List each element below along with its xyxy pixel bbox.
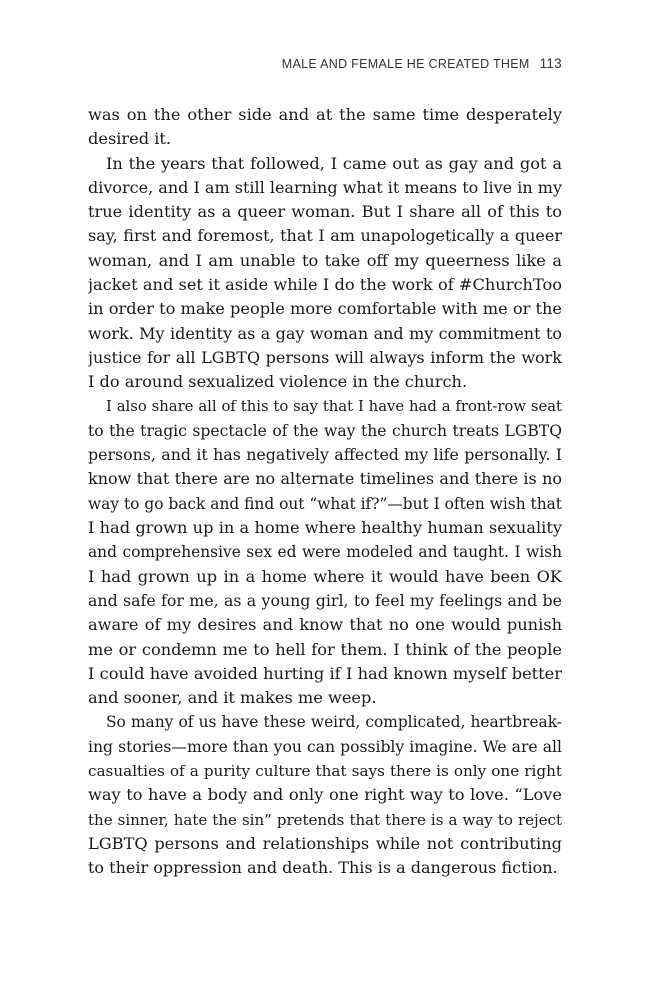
text-line: justice for all LGBTQ persons will always inform the work bbox=[88, 347, 562, 367]
text-line: woman, and I am unable to take off my queerness like a bbox=[88, 250, 562, 270]
text-line: and safe for me, as a young girl, to feel my feelings and be bbox=[88, 590, 562, 610]
page-number: 113 bbox=[539, 56, 562, 71]
text-line: ing stories—more than you can possibly imagine. We are all bbox=[88, 737, 562, 756]
text-line: So many of us have these weird, complicated, heartbreak- bbox=[106, 713, 562, 732]
text-line: divorce, and I am still learning what it means to live in my bbox=[88, 177, 562, 197]
text-line: to the tragic spectacle of the way the church treats LGBTQ bbox=[88, 421, 562, 440]
text-line: to their oppression and death. This is a dangerous fiction. bbox=[88, 858, 558, 878]
text-line: I could have avoided hurting if I had known myself better bbox=[88, 663, 562, 683]
text-line: know that there are no alternate timelines and there is no bbox=[88, 469, 562, 489]
text-line: and sooner, and it makes me weep. bbox=[88, 688, 377, 708]
text-line: way to have a body and only one right way to love. “Love bbox=[88, 785, 562, 805]
text-line: work. My identity as a gay woman and my commitment to bbox=[88, 323, 562, 343]
text-line: persons, and it has negatively affected my life personally. I bbox=[88, 445, 562, 465]
text-line: casualties of a purity culture that says there is only one right bbox=[88, 762, 562, 781]
text-line: desired it. bbox=[88, 129, 172, 149]
text-line: I had grown up in a home where healthy human sexuality bbox=[88, 518, 562, 538]
text-line: true identity as a queer woman. But I share all of this to bbox=[88, 202, 562, 222]
text-line: way to go back and find out “what if?”—but I often wish that bbox=[88, 494, 562, 513]
text-line: say, first and foremost, that I am unapologetically a queer bbox=[88, 226, 562, 246]
text-line: me or condemn me to hell for them. I think of the people bbox=[88, 639, 562, 659]
running-head-title: MALE AND FEMALE HE CREATED THEM bbox=[281, 57, 530, 71]
body-text bbox=[88, 103, 562, 881]
text-line: jacket and set it aside while I do the work of #ChurchToo bbox=[88, 275, 562, 295]
text-line: LGBTQ persons and relationships while not contributing bbox=[88, 833, 562, 853]
text-line: I had grown up in a home where it would have been OK bbox=[88, 566, 562, 586]
text-line: in order to make people more comfortable with me or the bbox=[88, 299, 562, 319]
running-head bbox=[282, 56, 562, 71]
text-line: I also share all of this to say that I have had a front-row seat bbox=[106, 397, 562, 415]
text-line: and comprehensive sex ed were modeled and taught. I wish bbox=[88, 543, 562, 562]
text-line: aware of my desires and know that no one would punish bbox=[88, 615, 562, 635]
text-line: I do around sexualized violence in the church. bbox=[88, 372, 468, 392]
text-line: In the years that followed, I came out as gay and got a bbox=[106, 153, 562, 173]
text-line: was on the other side and at the same time desperately bbox=[88, 105, 562, 124]
text-line: the sinner, hate the sin” pretends that there is a way to reject bbox=[88, 810, 562, 829]
